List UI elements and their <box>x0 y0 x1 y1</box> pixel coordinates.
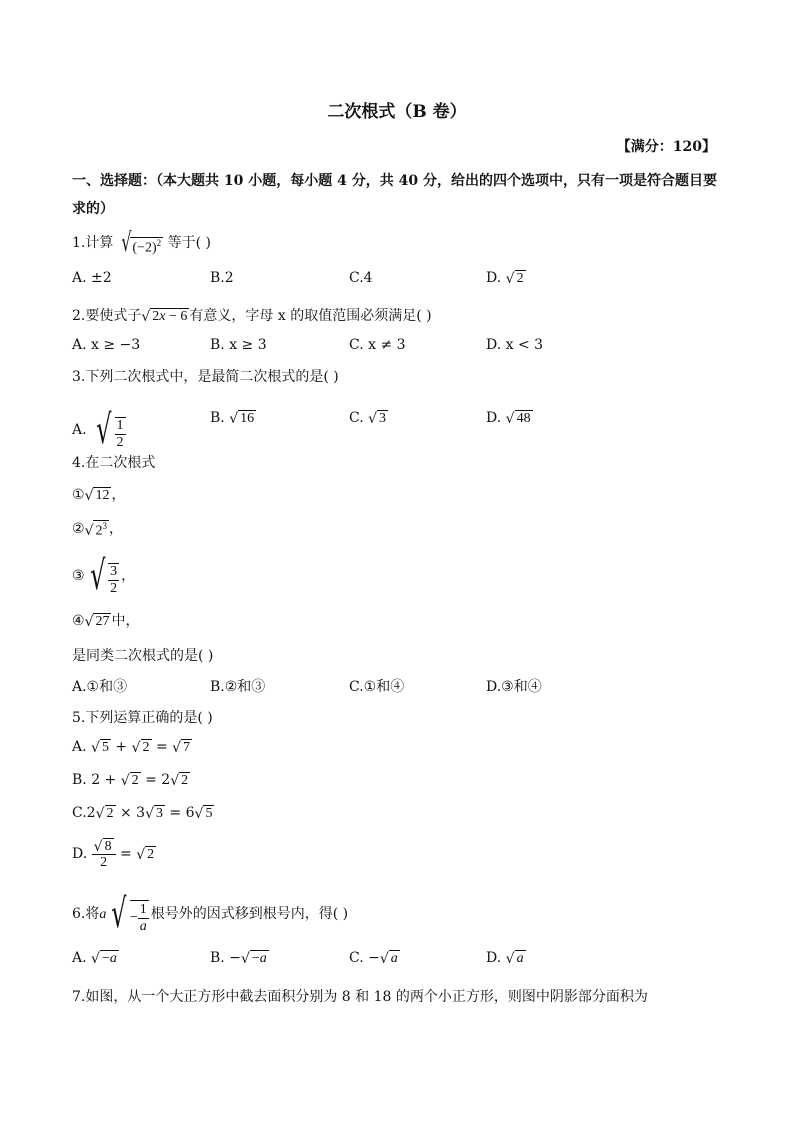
q5-option-d[interactable]: D. $\frac{√ 8}{2}$ = √ 2 <box>72 839 155 870</box>
q6-option-b[interactable]: B. −√ −a <box>210 950 267 967</box>
q5-option-a[interactable]: A. √ 5 + √ 2 = √ 7 <box>72 739 191 756</box>
q4-option-d[interactable]: D.③和④ <box>486 679 542 695</box>
q4-item-4: ④√ 27 中， <box>72 613 140 630</box>
q2-option-b[interactable]: B. x ≥ 3 <box>210 337 267 353</box>
q1-option-a[interactable]: A. ±2 <box>72 270 112 286</box>
q3-option-d[interactable]: D. √ 48 <box>486 410 531 427</box>
q5-option-c[interactable]: C.2√ 2 × 3√ 3 = 6√ 5 <box>72 805 213 822</box>
q2-option-a[interactable]: A. x ≥ −3 <box>72 337 141 353</box>
q3-option-a[interactable]: A. √ $\frac{1}{2}$ <box>72 407 124 453</box>
question-7: 7.如图，从一个大正方形中截去面积分别为 8 和 18 的两个小正方形，则图中阴影部分面积为 <box>72 989 648 1005</box>
q4-item-3: ③ √ $\frac{3}{2}$ ， <box>72 553 136 599</box>
q4-item-1: ①√ 12 ， <box>72 487 126 504</box>
q4-option-c[interactable]: C.①和④ <box>349 679 405 695</box>
section-heading: 一、选择题：（本大题共 10 小题，每小题 4 分，共 40 分，给出的四个选项中，只有一项是符合题目要求的） <box>72 173 717 217</box>
question-3: 3.下列二次根式中，是最简二次根式的是( ) <box>72 369 339 385</box>
q3-option-c[interactable]: C. √ 3 <box>349 410 387 427</box>
q4-item-2: ②√ $2^3$ ， <box>72 520 123 540</box>
question-5: 5.下列运算正确的是( ) <box>72 710 213 726</box>
q4-options <box>72 676 722 696</box>
q1-option-b[interactable]: B.2 <box>210 270 234 286</box>
q2-option-c[interactable]: C. x ≠ 3 <box>349 337 406 353</box>
q6-option-d[interactable]: D. √ a <box>486 950 524 967</box>
q2-option-d[interactable]: D. x < 3 <box>486 337 544 353</box>
q4-option-b[interactable]: B.②和③ <box>210 679 266 695</box>
q4-ask: 是同类二次根式的是( ) <box>72 648 214 664</box>
math-sqrt: $√(-2)^2$ <box>121 228 162 258</box>
q4-option-a[interactable]: A.①和③ <box>72 679 128 695</box>
q6-options <box>72 950 722 972</box>
q1-option-d[interactable]: D. √ 2 <box>486 270 524 287</box>
q1-options <box>72 270 722 290</box>
q1-option-c[interactable]: C.4 <box>349 270 373 286</box>
q6-option-c[interactable]: C. −√ a <box>349 950 398 967</box>
question-2: 2.要使式子√ 2x − 6 有意义，字母 x 的取值范围必须满足( ) <box>72 308 432 325</box>
question-4: 4.在二次根式 <box>72 455 156 471</box>
full-score: 【满分：120】 <box>616 139 716 155</box>
q6-option-a[interactable]: A. √ −a <box>72 950 117 967</box>
q2-options <box>72 337 722 357</box>
q5-option-b[interactable]: B. 2 + √ 2 = 2√ 2 <box>72 772 189 789</box>
page-title: 二次根式（B 卷） <box>327 102 467 122</box>
question-1: 1.计算 $√(-2)^2$ 等于( ) <box>72 228 211 258</box>
question-6: 6.将a √ − $\frac{1}{a}$ 根号外的因式移到根号内，得( ) <box>72 891 349 937</box>
q3-options <box>72 398 722 453</box>
q3-option-b[interactable]: B. √ 16 <box>210 410 255 427</box>
math-sqrt: √ 2x − 6 <box>141 309 188 325</box>
